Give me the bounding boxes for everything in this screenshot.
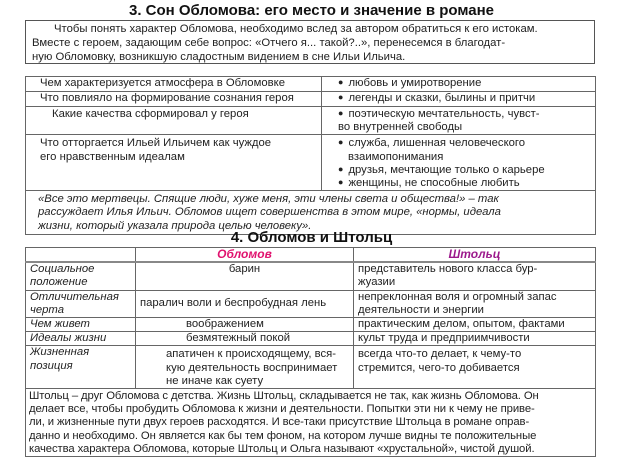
table-row [26,77,596,92]
oblomov-line: апатичен к происходящему, вся- [166,348,336,361]
stolz-line: представитель нового класса бур- [358,263,538,276]
section3-title: 3. Сон Обломова: его место и значение в романе [128,2,494,19]
intro-line: Вместе с героем, задающим себе вопрос: «Отчего я... такой?..», перенесемся в благодат- [32,37,506,49]
atmosphere-table [25,76,596,235]
table-row [26,135,596,191]
bullet-item: ● любовь и умиротворение [338,77,481,89]
oblomov-cell: воображением [136,318,354,332]
stolz-line: всегда что-то делает, к чему-то [358,348,522,361]
row-label: Отличительная [30,290,119,303]
table-row [26,107,596,135]
row-label: Социальное [30,263,95,276]
table-row [26,92,596,107]
row-label: Идеалы жизни [26,332,136,346]
question-line: его нравственным идеалам [40,150,185,163]
bullet-item: ● друзья, мечтающие только о карьере [338,164,591,177]
header-blank [26,248,136,263]
section4-title: 4. Обломов и Штольц [230,229,393,246]
row-label: черта [30,303,64,316]
table-row [26,262,596,290]
bullet-cont: взаимопонимания [348,150,444,163]
table-row [26,332,596,346]
table-row [26,318,596,332]
intro-line: Чтобы понять характер Обломова, необходимо вслед за автором обратиться к его истокам. [54,23,538,35]
table-row [26,346,596,389]
bullet-item: ● легенды и сказки, былины и притчи [338,92,535,104]
quote-line: жизни, который указала природа целью человеку». [38,219,312,232]
question-cell: Чем характеризуется атмосфера в Обломовке [26,77,322,92]
question-cell: Что повлияло на формирование сознания героя [26,92,322,107]
bullet-item: ● служба, лишенная человеческого [338,137,591,150]
stolz-line: стремится, чего-то добивается [358,361,520,374]
conclusion-line: данно и необходимо. Он является как бы тем фоном, на котором лучше видны те положительные [29,429,537,442]
header-row [26,248,596,263]
conclusion-line: делает все, чтобы пробудить Обломова к жизни и деятельности. Попытки эти ни к чему не приве- [29,403,535,416]
conclusion-row [26,389,596,457]
intro-box [25,20,595,64]
row-label: Чем живет [26,318,136,332]
header-oblomov: Обломов [136,248,354,263]
oblomov-cell: барин [136,262,354,290]
row-label: позиция [30,359,73,372]
stolz-line: жуазии [358,276,396,289]
oblomov-line: кую деятельность воспринимает [166,361,338,374]
question-line: Что отторгается Ильей Ильичем как чуждое [40,137,272,150]
row-label: Жизненная [30,346,90,359]
question-cell: Какие качества сформировал у героя [26,107,322,135]
row-label: положение [30,276,88,289]
header-stolz: Штольц [354,248,596,263]
intro-line: ную Обломовку, возникшую сладостным видением в сне Ильи Ильича. [32,51,406,63]
oblomov-line: не иначе как суету [166,374,264,387]
stolz-cell: культ труда и предприимчивости [354,332,596,346]
oblomov-cell: безмятежный покой [136,332,354,346]
table-row [26,290,596,317]
oblomov-cell: паралич воли и беспробудная лень [136,290,354,317]
conclusion-line: ли, и жизненные пути двух героев расходятся. И все-таки присутствие Штольца в романе оправ- [29,416,530,429]
stolz-line: непреклонная воля и огромный запас [358,290,557,303]
stolz-line: деятельности и энергии [358,303,484,316]
bullet-cont: во внутренней свободы [338,121,463,134]
conclusion-line: Штольц – друг Обломова с детства. Жизнь Штольц, складывается не так, как жизнь Обломова. Он [29,390,539,403]
quote-line: «Все это мертвецы. Спящие люди, хуже меня, эти члены света и общества!» – так [38,193,499,206]
conclusion-line: качества характера Обломова, которые Штольц и Ольга называют «хрустальной», чистой душой. [29,442,535,455]
bullet-item: ● поэтическую мечтательность, чувст- [338,108,591,121]
comparison-table [25,247,596,457]
stolz-cell: практическим делом, опытом, фактами [354,318,596,332]
bullet-item: ● женщины, не способные любить [338,177,591,190]
quote-line: рассуждает Илья Ильич. Обломов ищет совершенства в этом мире, «нормы, идеала [38,206,501,219]
